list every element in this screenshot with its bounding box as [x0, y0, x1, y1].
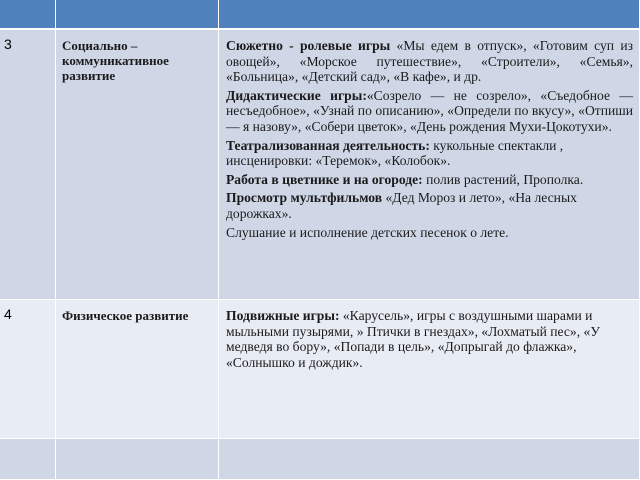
activity-text: «Созрело — не созрело», «Съедобное — несъедобное», «Узнай по описанию», «Определи по вкусу», «Отпиши — я назову», «Собери цветок», «День рождения Мухи-Цокотухи».: [226, 87, 633, 134]
activity-paragraph: [226, 308, 633, 370]
activity-text: «Карусель», игры с воздушными шарами и мыльными пузырями, » Птички в гнездах», «Лохматый пес», «У медведя во бору», «Попади в цель», «Допрыгай до флажка», «Солнышко и дождик».: [226, 308, 600, 370]
empty-cell: [219, 439, 640, 480]
activity-paragraph: [226, 38, 633, 85]
activity-label: Просмотр мультфильмов: [226, 190, 383, 206]
activity-label: Подвижные игры:: [226, 308, 340, 323]
activity-paragraph: [226, 225, 633, 241]
activities-cell: [219, 300, 640, 439]
activity-paragraph: [226, 138, 633, 169]
header-cell: [0, 0, 56, 30]
activity-paragraph: [226, 88, 633, 135]
activity-paragraph: [226, 190, 633, 221]
empty-cell: [0, 439, 56, 480]
activity-text: «Дед Мороз и лето», «На лесных дорожках».: [226, 190, 577, 221]
activity-label: Работа в цветнике и на огороде:: [226, 171, 423, 187]
activity-text: Слушание и исполнение детских песенок о лете.: [226, 224, 509, 240]
development-area: Физическое развитие: [56, 300, 219, 439]
table-row: [0, 30, 640, 300]
row-number: 4: [0, 300, 56, 439]
header-cell: [219, 0, 640, 30]
table-row: [0, 439, 640, 480]
table-header-row: [0, 0, 640, 30]
header-cell: [56, 0, 219, 30]
table-row: [0, 300, 640, 439]
activity-text: полив растений, Прополка.: [422, 171, 584, 187]
activity-text: «Мы едем в отпуск», «Готовим суп из овощей», «Морское путешествие», «Строители», «Семья», «Больница», «Детский сад», «В кафе», и др.: [226, 38, 633, 85]
empty-cell: [56, 439, 219, 480]
activity-label: Театрализованная деятельность:: [226, 137, 430, 153]
activity-paragraph: [226, 172, 633, 188]
activity-label: Сюжетно - ролевые игры: [226, 38, 391, 53]
activity-label: Дидактические игры:: [226, 87, 367, 103]
activities-cell: [219, 30, 640, 300]
development-area: Социально – коммуникативное развитие: [56, 30, 219, 300]
row-number: 3: [0, 30, 56, 300]
activity-text: кукольные спектакли , инсценировки: «Теремок», «Колобок».: [226, 137, 564, 169]
